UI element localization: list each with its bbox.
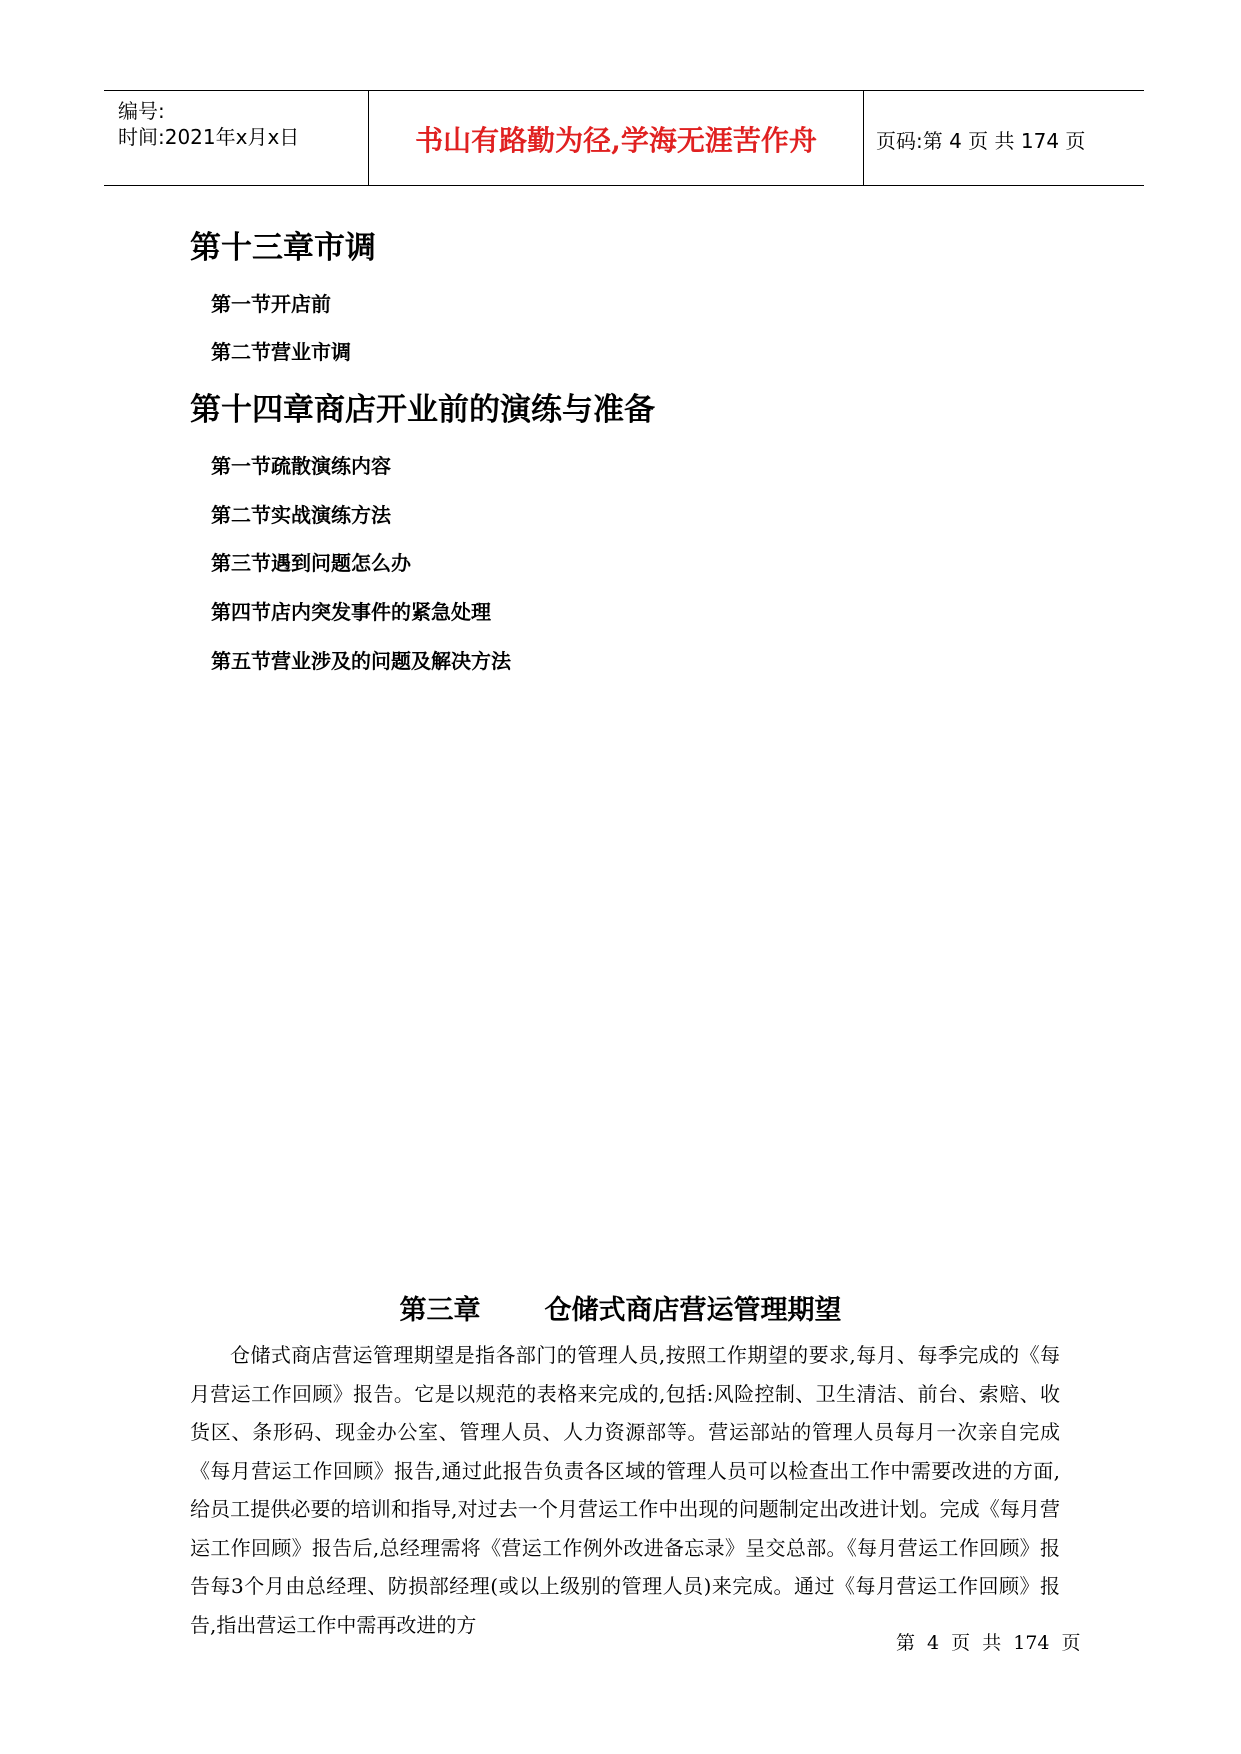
chapter-paragraph: 仓储式商店营运管理期望是指各部门的管理人员,按照工作期望的要求,每月、每季完成的《每月营运工作回顾》报告。它是以规范的表格来完成的,包括:风险控制、卫生清洁、前台、索赔、收货区、条形码、现金办公室、管理人员、人力资源部等。营运部站的管理人员每月一次亲自完成《每月营运工作回顾》报告,通过此报告负责各区域的管理人员可以检查出工作中需要改进的方面,给员工提供必要的培训和指导,对过去一个月营运工作中出现的问题制定出改进计划。完成《每月营运工作回顾》报告后,总经理需将《营运工作例外改进备忘录》呈交总部。《每月营运工作回顾》报告每3个月由总经理、防损部经理(或以上级别的管理人员)来完成。通过《每月营运工作回顾》报告,指出营运工作中需再改进的方 [190, 1343, 1060, 1637]
chapter-title: 仓储式商店营运管理期望 [544, 1295, 842, 1326]
header-motto: 书山有路勤为径,学海无涯苦作舟 [415, 124, 817, 157]
header-motto-cell [368, 91, 864, 185]
toc-chapter-14-section: 第四节店内突发事件的紧急处理 [211, 600, 491, 624]
document-time-label: 时间:2021年x月x日 [118, 125, 300, 149]
toc-chapter-14-section: 第三节遇到问题怎么办 [211, 551, 411, 575]
header-page-cell [864, 91, 1144, 185]
header-info-cell [104, 91, 368, 185]
toc-chapter-14-section: 第二节实战演练方法 [211, 503, 391, 527]
toc-chapter-14-section: 第一节疏散演练内容 [211, 454, 391, 478]
toc-chapter-13-section: 第二节营业市调 [211, 340, 351, 364]
header-page-number: 页码:第 4 页 共 174 页 [876, 129, 1086, 153]
document-number-label: 编号: [118, 99, 165, 123]
toc-chapter-13-section: 第一节开店前 [211, 292, 331, 316]
header-table [104, 90, 1144, 186]
toc-chapter-14-section: 第五节营业涉及的问题及解决方法 [211, 649, 511, 673]
chapter-number: 第三章 [399, 1295, 481, 1326]
toc-chapter-13-title: 第十三章市调 [190, 230, 376, 266]
toc-chapter-14-title: 第十四章商店开业前的演练与准备 [190, 392, 655, 428]
footer-page-number: 第 4 页 共 174 页 [896, 1632, 1081, 1654]
chapter-heading [0, 1288, 1241, 1327]
